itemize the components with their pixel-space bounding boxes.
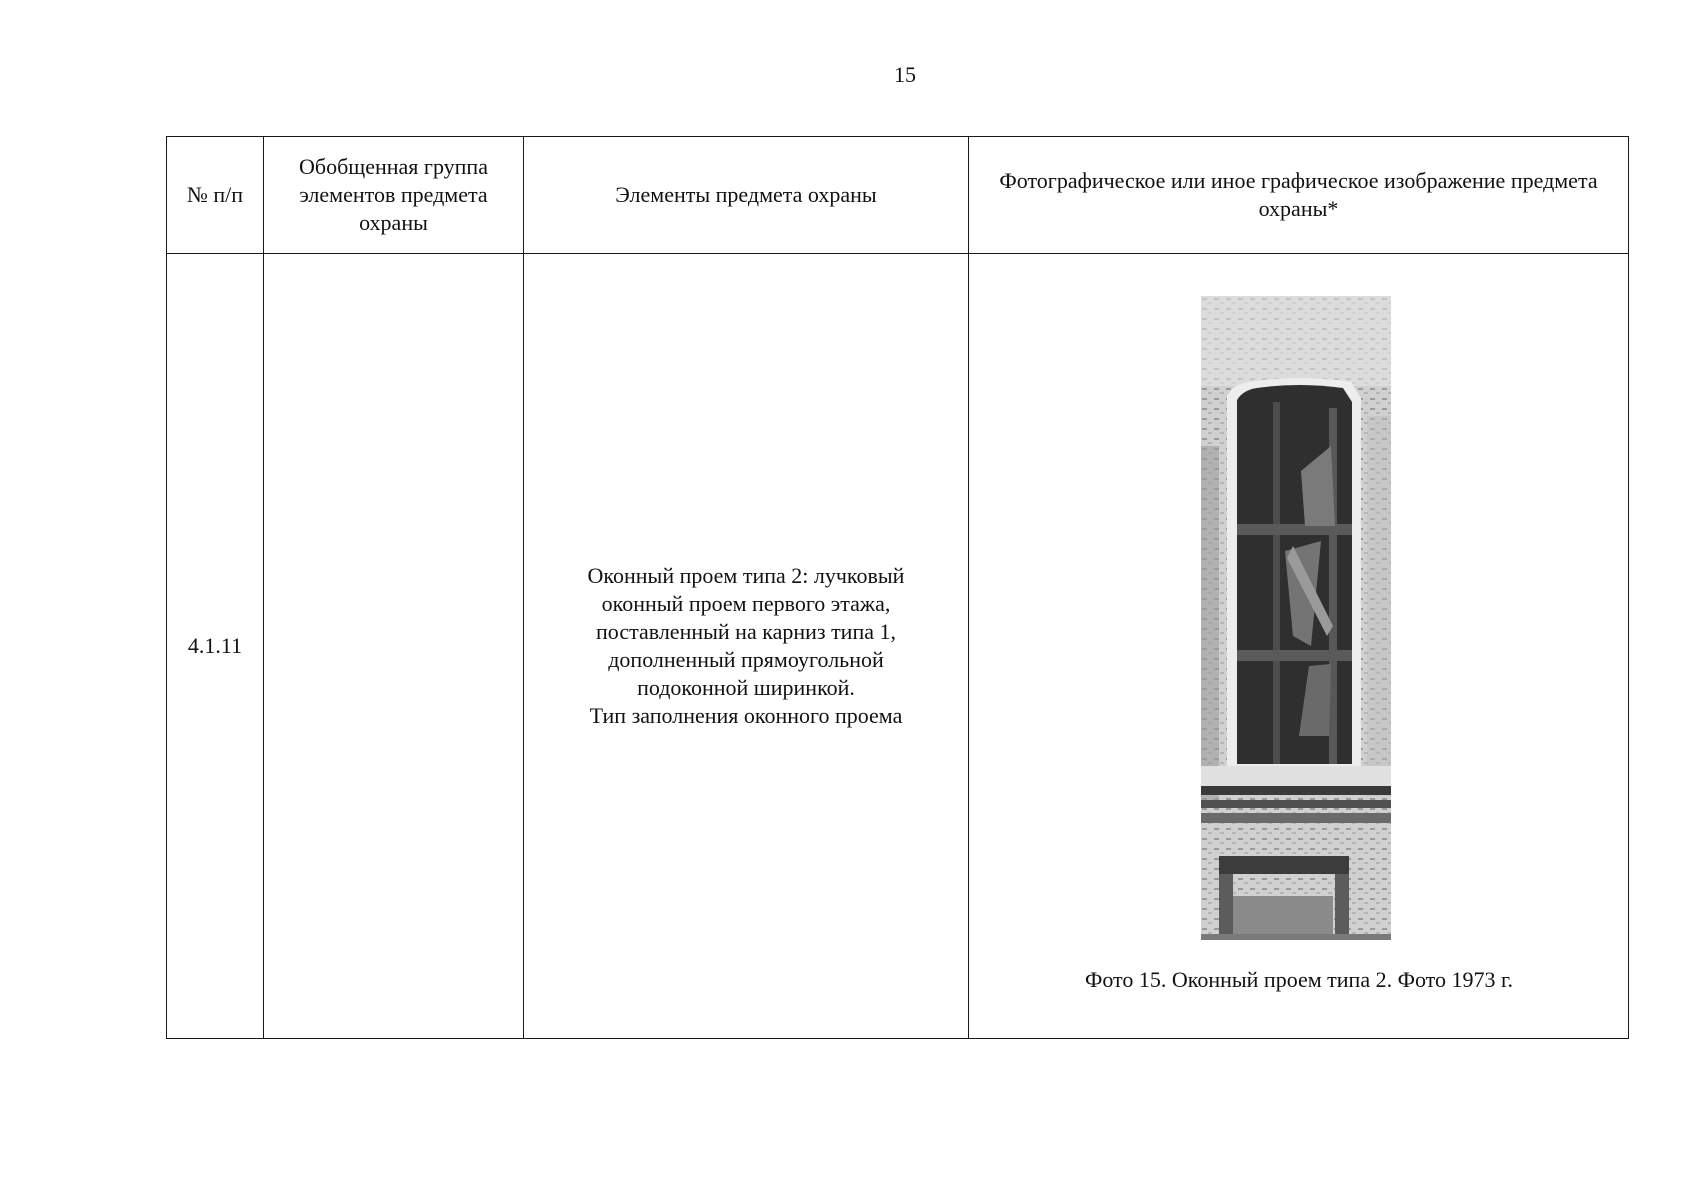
header-elements: Элементы предмета охраны <box>524 137 969 254</box>
photo-caption: Фото 15. Оконный проем типа 2. Фото 1973 г. <box>1084 967 1514 992</box>
table-row <box>167 254 1629 1039</box>
row-elements <box>524 254 969 1039</box>
header-num: № п/п <box>167 137 264 254</box>
elements-line: Оконный проем типа 2: лучковый <box>587 563 905 588</box>
elements-line: поставленный на карниз типа 1, <box>596 619 896 644</box>
window-photo <box>1201 296 1391 940</box>
elements-line: дополненный прямоугольной <box>608 647 884 672</box>
header-group: Обобщенная группа элементов предмета охраны <box>264 137 524 254</box>
page-number: 15 <box>894 62 916 87</box>
protection-elements-table <box>166 136 1629 1039</box>
elements-line: оконный проем первого этажа, <box>601 591 891 616</box>
row-group <box>264 254 524 1039</box>
row-photo <box>969 254 1629 1039</box>
window-photo-image <box>1201 296 1391 940</box>
row-num: 4.1.11 <box>167 254 264 1039</box>
table-header-row <box>167 137 1629 254</box>
elements-line: подоконной ширинкой. <box>637 675 855 700</box>
header-photo: Фотографическое или иное графическое изображение предмета охраны* <box>969 137 1629 254</box>
elements-line: Тип заполнения оконного проема <box>589 703 903 728</box>
